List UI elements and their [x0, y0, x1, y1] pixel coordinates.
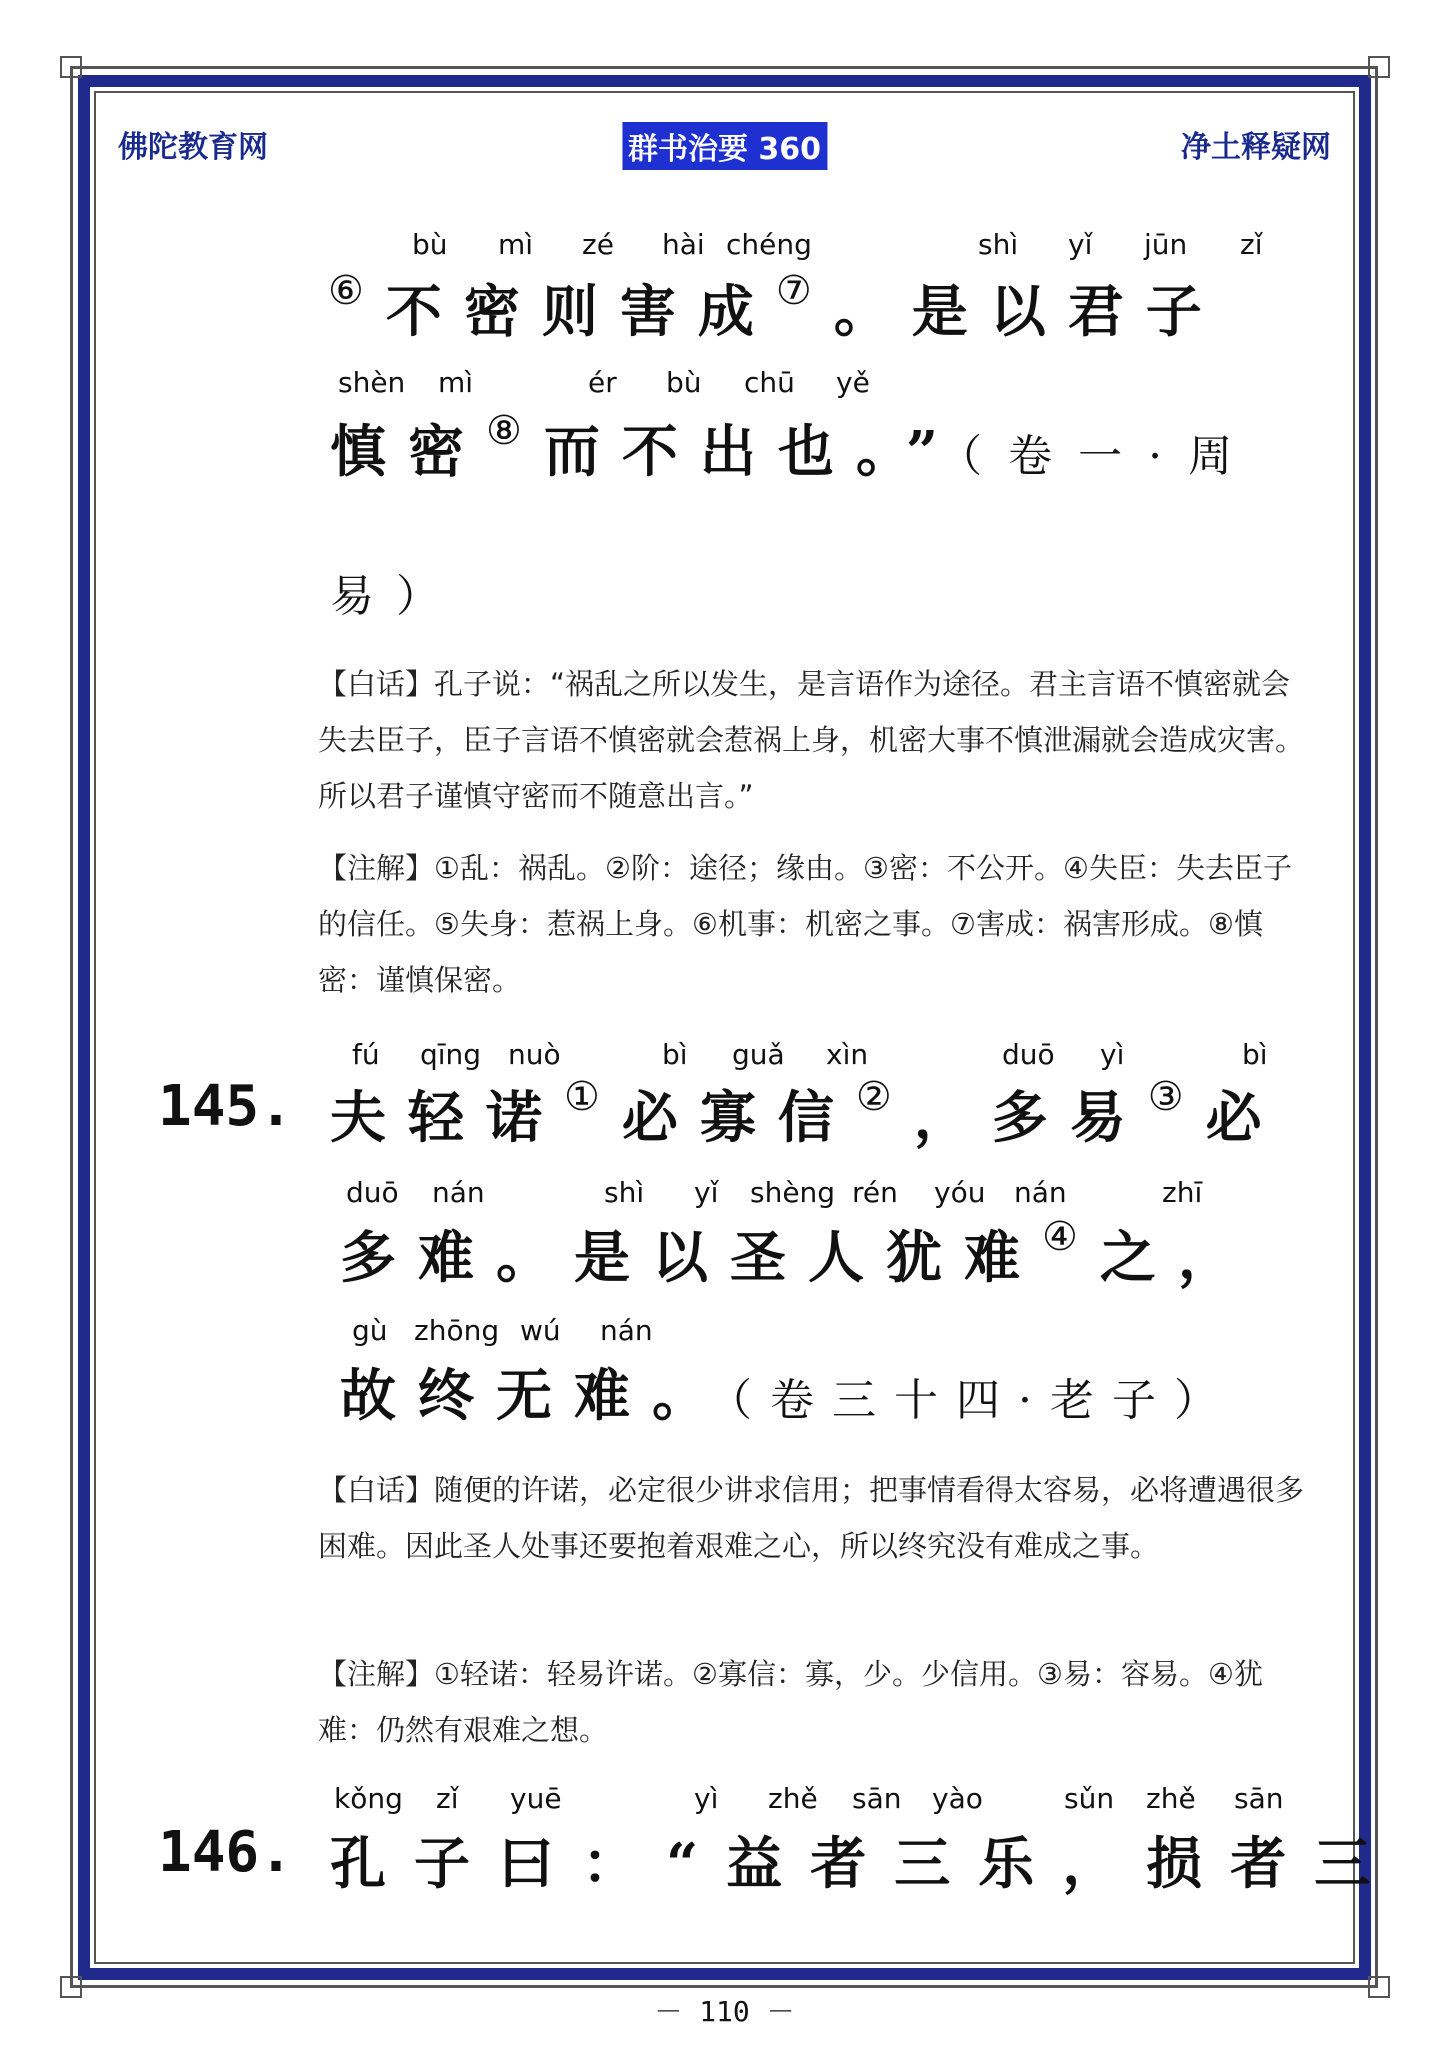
pinyin: duō	[346, 1176, 399, 1209]
classic-text: 夫轻诺	[330, 1085, 564, 1151]
pinyin: shèn	[338, 366, 406, 399]
pinyin: zǐ	[1240, 228, 1263, 261]
note-marker: ④	[1042, 1214, 1100, 1260]
pinyin: nán	[432, 1176, 485, 1209]
classic-text: 。是以君子	[833, 279, 1224, 345]
zhujie-text: ①轻诺：轻易许诺。②寡信：寡，少。少信用。③易：容易。④犹难：仍然有艰难之想。	[318, 1657, 1264, 1747]
zhujie-text: ①乱：祸乱。②阶：途径；缘由。③密：不公开。④失臣：失去臣子的信任。⑤失身：惹祸上身。⑥机事：机密之事。⑦害成：祸害形成。⑧慎密：谨慎保密。	[318, 851, 1293, 997]
pinyin: qīng	[420, 1038, 482, 1071]
pinyin: yuē	[510, 1782, 562, 1815]
pinyin: shì	[978, 228, 1019, 261]
entry-number: 145.	[158, 1074, 293, 1139]
entry-number: 146.	[158, 1820, 293, 1885]
zhujie-paragraph	[318, 1646, 1318, 1758]
source-citation: 易）	[330, 571, 462, 622]
pinyin: yǐ	[694, 1176, 719, 1209]
baihua-tag: 【白话】	[318, 667, 435, 701]
pinyin: nán	[1014, 1176, 1067, 1209]
corner-ornament	[1368, 56, 1390, 78]
pinyin: jūn	[1144, 228, 1188, 261]
pinyin: nán	[600, 1314, 653, 1347]
classic-text: 之，	[1099, 1225, 1256, 1291]
pinyin: bù	[666, 366, 702, 399]
pinyin: guǎ	[732, 1038, 785, 1071]
baihua-text: 随便的许诺，必定很少讲求信用；把事情看得太容易，必将遭遇很多困难。因此圣人处事还要抱着艰难之心，所以终究没有难成之事。	[318, 1473, 1305, 1563]
pinyin: duō	[1002, 1038, 1055, 1071]
note-marker: ⑧	[486, 408, 544, 454]
pinyin: zhě	[1146, 1782, 1196, 1815]
classic-text: 必	[1205, 1085, 1284, 1151]
pinyin: mì	[438, 366, 474, 399]
pinyin: shèng	[750, 1176, 836, 1209]
classic-text: 不密则害成	[385, 279, 776, 345]
baihua-paragraph	[318, 656, 1318, 824]
classic-text-line	[330, 408, 1258, 488]
header-left-site: 佛陀教育网	[118, 130, 268, 165]
classic-text-line: 孔子曰：“益者三乐，损者三	[330, 1831, 1399, 1897]
note-marker: ⑦	[775, 268, 834, 314]
pinyin: zǐ	[436, 1782, 459, 1815]
pinyin: chéng	[726, 228, 812, 261]
pinyin: mì	[498, 228, 534, 261]
pinyin: yǐ	[1068, 228, 1093, 261]
pinyin: gù	[352, 1314, 388, 1347]
pinyin: fú	[352, 1038, 380, 1071]
pinyin: yì	[694, 1782, 719, 1815]
pinyin: sān	[1234, 1782, 1284, 1815]
classic-text-line	[340, 1214, 1256, 1294]
classic-text: 而不出也。”	[543, 419, 961, 485]
corner-ornament	[60, 56, 82, 78]
note-marker: ⑥	[328, 268, 386, 314]
page-number: － 110 －	[654, 1995, 795, 2028]
header-title: 群书治要 360	[622, 122, 827, 170]
baihua-paragraph	[318, 1462, 1318, 1574]
header-right-site: 净土释疑网	[1181, 130, 1331, 165]
source-citation: （卷一·周	[960, 431, 1259, 482]
classic-text-line	[330, 1074, 1284, 1154]
source-citation: （卷三十四·老子）	[730, 1375, 1236, 1426]
classic-text-line	[328, 268, 1224, 348]
classic-text: 慎密	[330, 419, 486, 485]
baihua-text: 孔子说：“祸乱之所以发生，是言语作为途径。君主言语不慎密就会失去臣子，臣子言语不慎密就会惹祸上身，机密大事不慎泄漏就会造成灾害。所以君子谨慎守密而不随意出言。”	[318, 667, 1305, 813]
classic-text-line	[340, 1352, 1236, 1432]
pinyin: bù	[412, 228, 448, 261]
pinyin: chū	[744, 366, 795, 399]
pinyin: xìn	[826, 1038, 869, 1071]
note-marker: ③	[1147, 1074, 1206, 1120]
pinyin: hài	[662, 228, 705, 261]
pinyin: zhī	[1162, 1176, 1203, 1209]
pinyin: sǔn	[1064, 1782, 1115, 1815]
pinyin: shì	[604, 1176, 645, 1209]
zhujie-tag: 【注解】	[318, 851, 435, 885]
zhujie-paragraph	[318, 840, 1318, 1008]
pinyin: nuò	[508, 1038, 561, 1071]
pinyin: zhōng	[414, 1314, 500, 1347]
pinyin: yì	[1100, 1038, 1125, 1071]
pinyin: bì	[662, 1038, 688, 1071]
classic-text: 必寡信	[621, 1085, 856, 1151]
note-marker: ②	[855, 1074, 914, 1120]
pinyin: wú	[520, 1314, 561, 1347]
classic-text: ，多易	[913, 1085, 1148, 1151]
pinyin: kǒng	[334, 1782, 403, 1815]
pinyin: zhě	[768, 1782, 818, 1815]
pinyin: bì	[1242, 1038, 1268, 1071]
pinyin: ér	[588, 366, 617, 399]
pinyin: rén	[852, 1176, 898, 1209]
classic-text: 故终无难。	[340, 1363, 730, 1429]
pinyin: yě	[836, 366, 870, 399]
pinyin: yóu	[934, 1176, 986, 1209]
pinyin: sān	[852, 1782, 902, 1815]
baihua-tag: 【白话】	[318, 1473, 435, 1507]
zhujie-tag: 【注解】	[318, 1657, 435, 1691]
pinyin: zé	[582, 228, 614, 261]
pinyin: yào	[932, 1782, 983, 1815]
note-marker: ①	[564, 1074, 622, 1120]
classic-text: 多难。是以圣人犹难	[340, 1225, 1042, 1291]
